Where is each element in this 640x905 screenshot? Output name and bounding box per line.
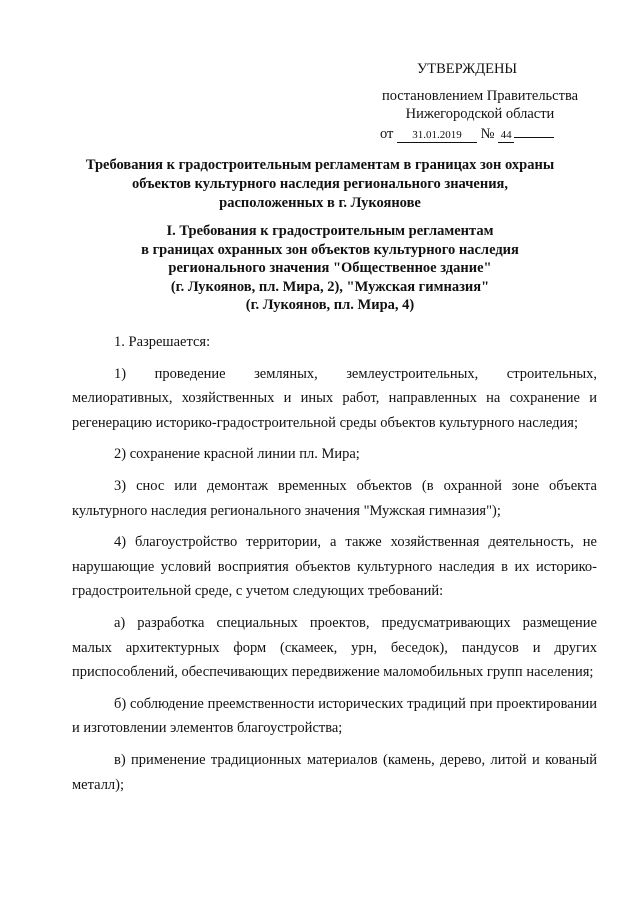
document-body [72, 330, 597, 804]
paragraph-subitem-v: в) применение традиционных материалов (камень, дерево, литой и кованый металл); [72, 751, 597, 793]
approval-date: 31.01.2019 [397, 128, 477, 143]
paragraph-subitem-b: б) соблюдение преемственности исторических традиций при проектировании и изготовлении элементов благоустройства; [72, 695, 597, 737]
paragraph-subitem-a: а) разработка специальных проектов, предусматривающих размещение малых архитектурных форм (скамеек, урн, беседок), пандусов и других приспособлений, обеспечивающих передвижение маломобильных групп населения; [72, 614, 597, 681]
document-title [70, 156, 570, 213]
title-line-2: объектов культурного наследия регионального значения, [131, 176, 509, 192]
section-line-4: (г. Лукоянов, пл. Мира, 2), "Мужская гимназия" [170, 278, 490, 295]
paragraph-item-1: 1) проведение земляных, землеустроительных, строительных, мелиоративных, хозяйственных и иных работ, направленных на сохранение и регенерацию историко-градостроительной среды объектов культурного наследия; [72, 365, 597, 431]
from-label: от [380, 126, 394, 142]
approval-line-resolution: постановлением Правительства [381, 88, 579, 104]
section-line-1: I. Требования к градостроительным регламентам [166, 223, 494, 239]
section-line-3: регионального значения "Общественное здание" [168, 260, 492, 276]
approval-line-region: Нижегородской области [405, 106, 555, 122]
section-heading [90, 222, 570, 315]
approved-heading: УТВЕРЖДЕНЫ [417, 61, 518, 77]
section-line-2: в границах охранных зон объектов культурного наследия [141, 241, 519, 258]
approval-date-number [360, 125, 620, 143]
number-label: № [480, 126, 495, 142]
number-underline-tail [514, 137, 554, 138]
title-line-3: расположенных в г. Лукоянове [219, 195, 421, 211]
paragraph-permitted: 1. Разрешается: [114, 334, 211, 350]
paragraph-item-4: 4) благоустройство территории, а также хозяйственная деятельность, не нарушающие условий восприятия объектов культурного наследия в их историко-градостроительной среде, с учетом следующих требований: [72, 534, 597, 600]
title-line-1: Требования к градостроительным регламентам в границах зон охраны [85, 157, 555, 173]
paragraph-item-2: 2) сохранение красной линии пл. Мира; [114, 446, 360, 463]
section-line-5: (г. Лукоянов, пл. Мира, 4) [245, 297, 415, 313]
approval-number: 44 [498, 128, 514, 143]
paragraph-item-3: 3) снос или демонтаж временных объектов (в охранной зоне объекта культурного наследия регионального значения "Мужская гимназия"); [72, 477, 597, 519]
